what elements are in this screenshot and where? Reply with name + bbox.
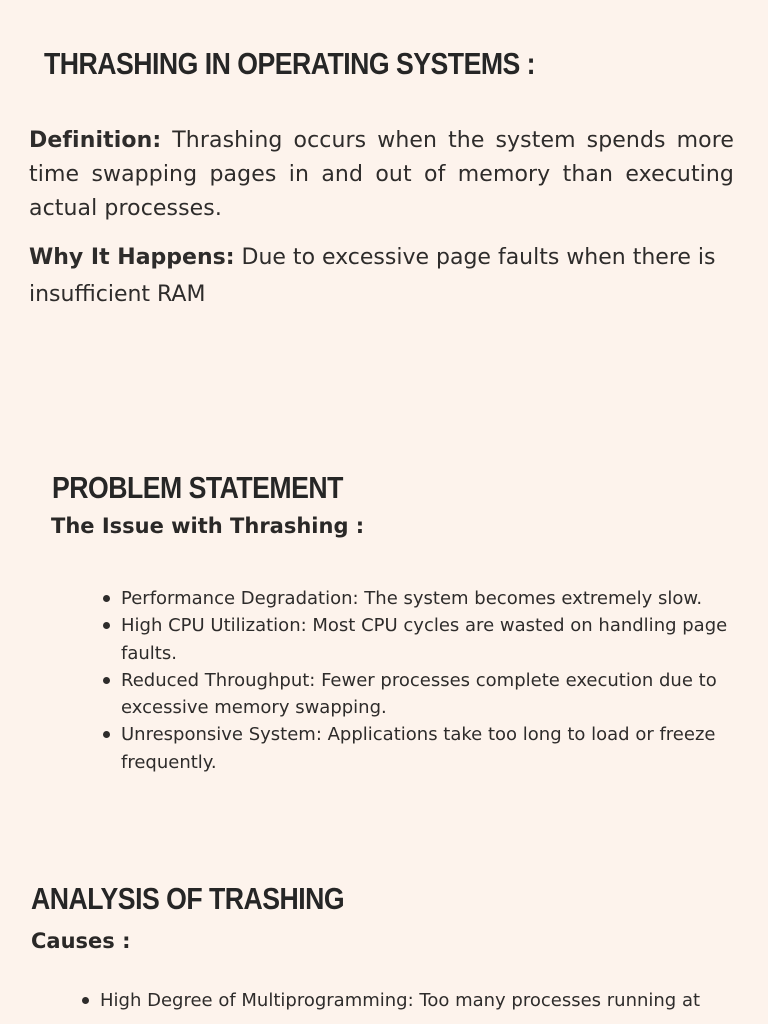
list-item-text: Reduced Throughput: Fewer processes complete execution due to excessive memory swapping.	[121, 669, 717, 719]
bullet-dot-icon	[103, 595, 110, 602]
why-it-happens-paragraph	[29, 239, 734, 313]
definition-paragraph	[29, 124, 734, 226]
subtitle-causes: Causes :	[31, 929, 131, 953]
list-item	[121, 721, 761, 776]
bullet-dot-icon	[103, 622, 110, 629]
bullet-dot-icon	[103, 731, 110, 738]
list-item-text: High Degree of Multiprogramming: Too many processes running at	[100, 990, 701, 1011]
why-it-happens-label: Why It Happens:	[29, 245, 235, 270]
list-item-text: Performance Degradation: The system becomes extremely slow.	[121, 588, 703, 609]
section-title-problem-statement: PROBLEM STATEMENT	[52, 470, 343, 505]
definition-text: Thrashing occurs when the system spends more time swapping pages in and out of memory than executing actual processes.	[29, 128, 734, 221]
list-item-text: Unresponsive System: Applications take too long to load or freeze frequently.	[121, 724, 716, 773]
section-title-analysis: ANALYSIS OF TRASHING	[31, 881, 345, 916]
list-item-text: High CPU Utilization: Most CPU cycles are wasted on handling page faults.	[121, 615, 728, 664]
bullet-dot-icon	[103, 677, 110, 684]
why-it-happens-text: Due to excessive page faults when there is insufficient RAM	[29, 245, 716, 307]
list-item	[121, 585, 761, 612]
causes-bullet-list	[100, 987, 760, 1014]
bullet-dot-icon	[82, 997, 89, 1004]
list-item	[100, 987, 760, 1014]
list-item	[121, 667, 761, 722]
issue-bullet-list	[121, 585, 761, 776]
subtitle-issue-with-thrashing: The Issue with Thrashing :	[51, 514, 365, 538]
section-title-thrashing: THRASHING IN OPERATING SYSTEMS :	[44, 46, 536, 81]
definition-label: Definition:	[29, 128, 162, 153]
list-item	[121, 612, 761, 667]
